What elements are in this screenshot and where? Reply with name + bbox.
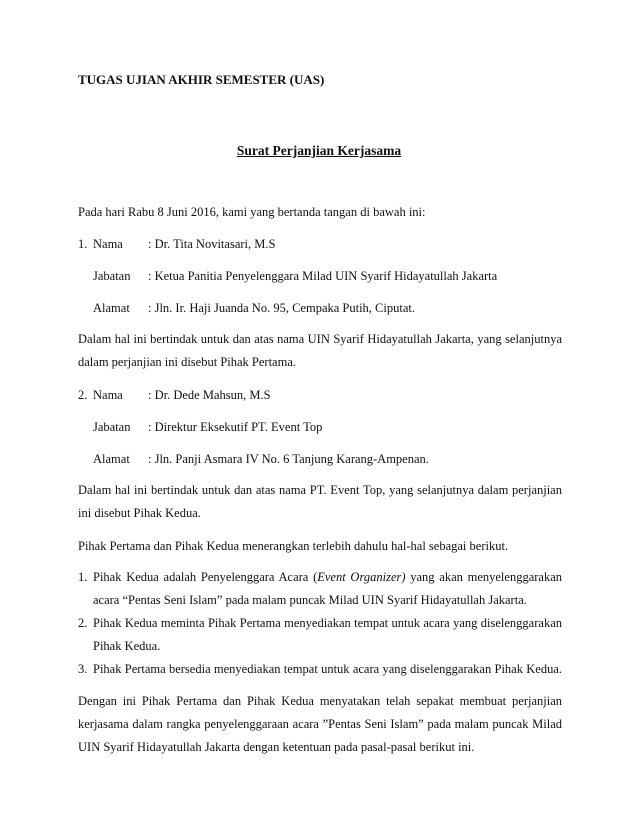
document-title: Surat Perjanjian Kerjasama: [236, 143, 402, 158]
point1-line2: [0, 592, 638, 608]
intro-paragraph: Pada hari Rabu 8 Juni 2016, kami yang bertanda tangan di bawah ini:: [78, 205, 426, 219]
point2-number: 2.: [78, 616, 88, 630]
party2-alamat-value: : Jln. Panji Asmara IV No. 6 Tanjung Karang-Ampenan.: [148, 452, 429, 466]
point3-line1: [0, 661, 638, 677]
point1-text-emphasis: Event Organizer): [317, 570, 406, 584]
party1-alamat-value: : Jln. Ir. Haji Juanda No. 95, Cempaka Putih, Ciputat.: [148, 301, 415, 315]
point1-number: 1.: [78, 570, 88, 584]
point2-text-line2: Pihak Kedua.: [93, 639, 161, 653]
point2-line2: [0, 638, 638, 654]
closing-line2: kerjasama dalam rangka penyelenggaraan acara ”Pentas Seni Islam” pada malam puncak Milad: [78, 717, 562, 731]
party1-nama-value: : Dr. Tita Novitasari, M.S: [148, 237, 276, 251]
party2-jabatan-label: Jabatan: [93, 420, 131, 434]
party2-nama-value: : Dr. Dede Mahsun, M.S: [148, 388, 271, 402]
point1-text-post: yang akan menyelenggarakan: [405, 570, 563, 584]
party1-alamat-label: Alamat: [93, 301, 130, 315]
party1-nama-row: [0, 236, 638, 252]
party2-statement-line1: Dalam hal ini bertindak untuk dan atas nama PT. Event Top, yang selanjutnya dalam perjanjian: [78, 483, 562, 497]
party1-jabatan-label: Jabatan: [93, 269, 131, 283]
point1-text: [93, 569, 562, 585]
party2-alamat-label: Alamat: [93, 452, 130, 466]
party2-alamat-row: [0, 451, 638, 467]
point2-line1: [0, 615, 638, 631]
point3-text: Pihak Pertama bersedia menyediakan tempat untuk acara yang diselenggarakan Pihak Kedua.: [93, 662, 562, 676]
party1-alamat-row: [0, 300, 638, 316]
closing-line1: Dengan ini Pihak Pertama dan Pihak Kedua menyatakan telah sepakat membuat perjanjian: [78, 694, 562, 708]
party2-jabatan-row: [0, 419, 638, 435]
closing-line3: UIN Syarif Hidayatullah Jakarta dengan ketentuan pada pasal-pasal berikut ini.: [78, 740, 475, 754]
party2-nama-row: [0, 387, 638, 403]
party1-number: 1.: [78, 237, 88, 251]
party1-nama-label: Nama: [93, 237, 123, 251]
party2-nama-label: Nama: [93, 388, 123, 402]
document-heading: TUGAS UJIAN AKHIR SEMESTER (UAS): [78, 72, 325, 87]
explanation-intro: Pihak Pertama dan Pihak Kedua menerangkan terlebih dahulu hal-hal sebagai berikut.: [78, 539, 509, 553]
party2-jabatan-value: : Direktur Eksekutif PT. Event Top: [148, 420, 323, 434]
party1-statement-line1: Dalam hal ini bertindak untuk dan atas nama UIN Syarif Hidayatullah Jakarta, yang selanjutnya: [78, 332, 562, 346]
point1-text-line2: acara “Pentas Seni Islam” pada malam puncak Milad UIN Syarif Hidayatullah Jakarta.: [93, 593, 527, 607]
point3-number: 3.: [78, 662, 88, 676]
point2-text: Pihak Kedua meminta Pihak Pertama menyediakan tempat untuk acara yang diselenggarakan: [93, 616, 562, 630]
point1-line1: [0, 569, 638, 585]
party1-statement-line2: dalam perjanjian ini disebut Pihak Pertama.: [78, 355, 296, 369]
point1-text-pre: Pihak Kedua adalah Penyelenggara Acara (: [93, 570, 318, 584]
party2-number: 2.: [78, 388, 88, 402]
party2-statement-line2: ini disebut Pihak Kedua.: [78, 506, 201, 520]
party1-jabatan-value: : Ketua Panitia Penyelenggara Milad UIN Syarif Hidayatullah Jakarta: [148, 269, 498, 283]
party1-jabatan-row: [0, 268, 638, 284]
